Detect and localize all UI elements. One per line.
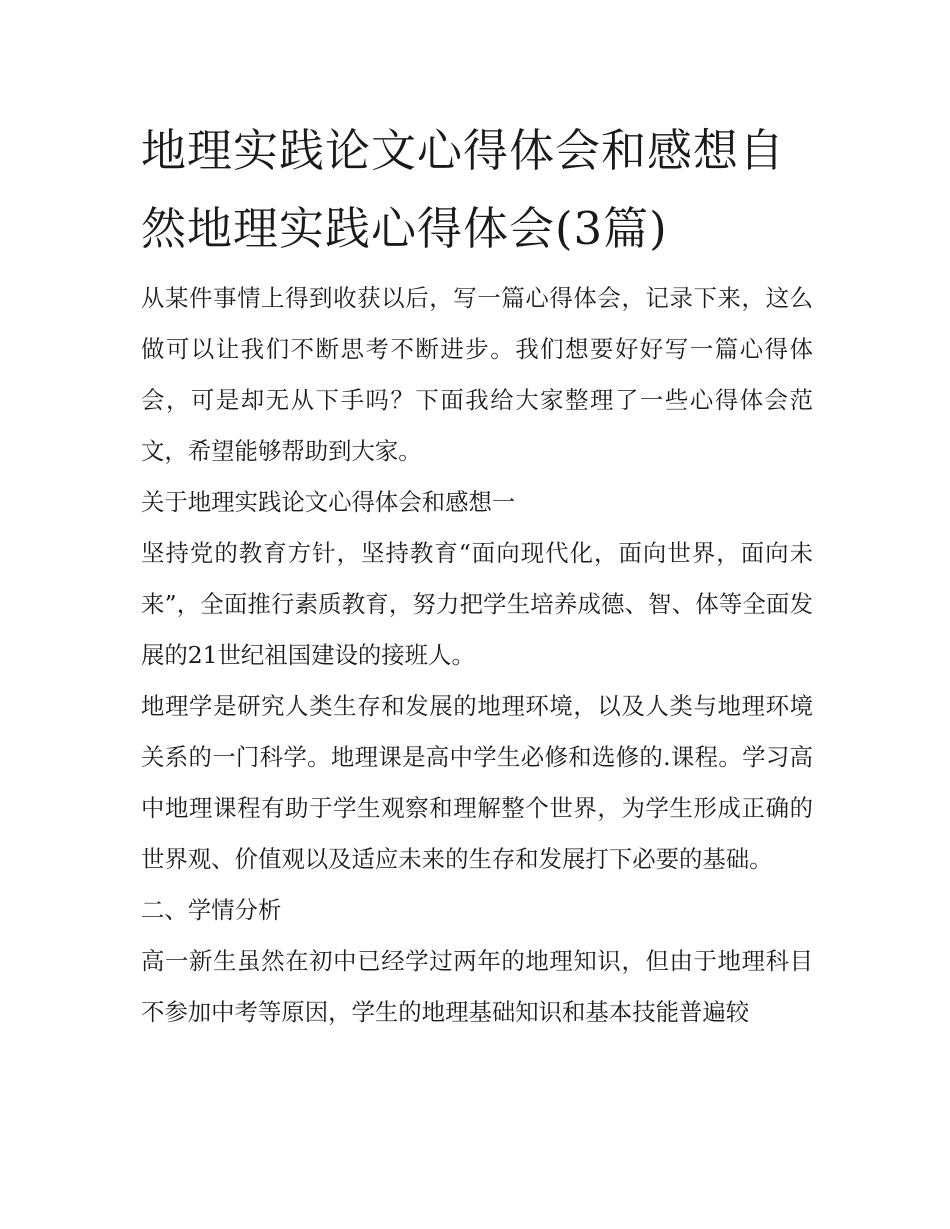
paragraph-students: 高一新生虽然在初中已经学过两年的地理知识，但由于地理科目不参加中考等原因，学生的地理基础知识和基本技能普遍较	[141, 947, 813, 1026]
section-heading-2: 二、学情分析	[141, 896, 282, 924]
paragraph-policy: 坚持党的教育方针，坚持教育“面向现代化，面向世界，面向未来”，全面推行素质教育，努力把学生培养成德、智、体等全面发展的21世纪祖国建设的接班人。	[141, 539, 813, 669]
document-body	[141, 273, 813, 1038]
document-title: 地理实践论文心得体会和感想自然地理实践心得体会(3篇)	[141, 124, 786, 255]
section-heading-1: 关于地理实践论文心得体会和感想一	[141, 488, 516, 516]
paragraph-geography: 地理学是研究人类生存和发展的地理环境，以及人类与地理环境关系的一门科学。地理课是高中学生必修和选修的.课程。学习高中地理课程有助于学生观察和理解整个世界，为学生形成正确的世界观、价值观以及适应未来的生存和发展打下必要的基础。	[141, 692, 813, 873]
paragraph-intro: 从某件事情上得到收获以后，写一篇心得体会，记录下来，这么做可以让我们不断思考不断进步。我们想要好好写一篇心得体会，可是却无从下手吗？下面我给大家整理了一些心得体会范文，希望能够帮助到大家。	[141, 284, 813, 465]
